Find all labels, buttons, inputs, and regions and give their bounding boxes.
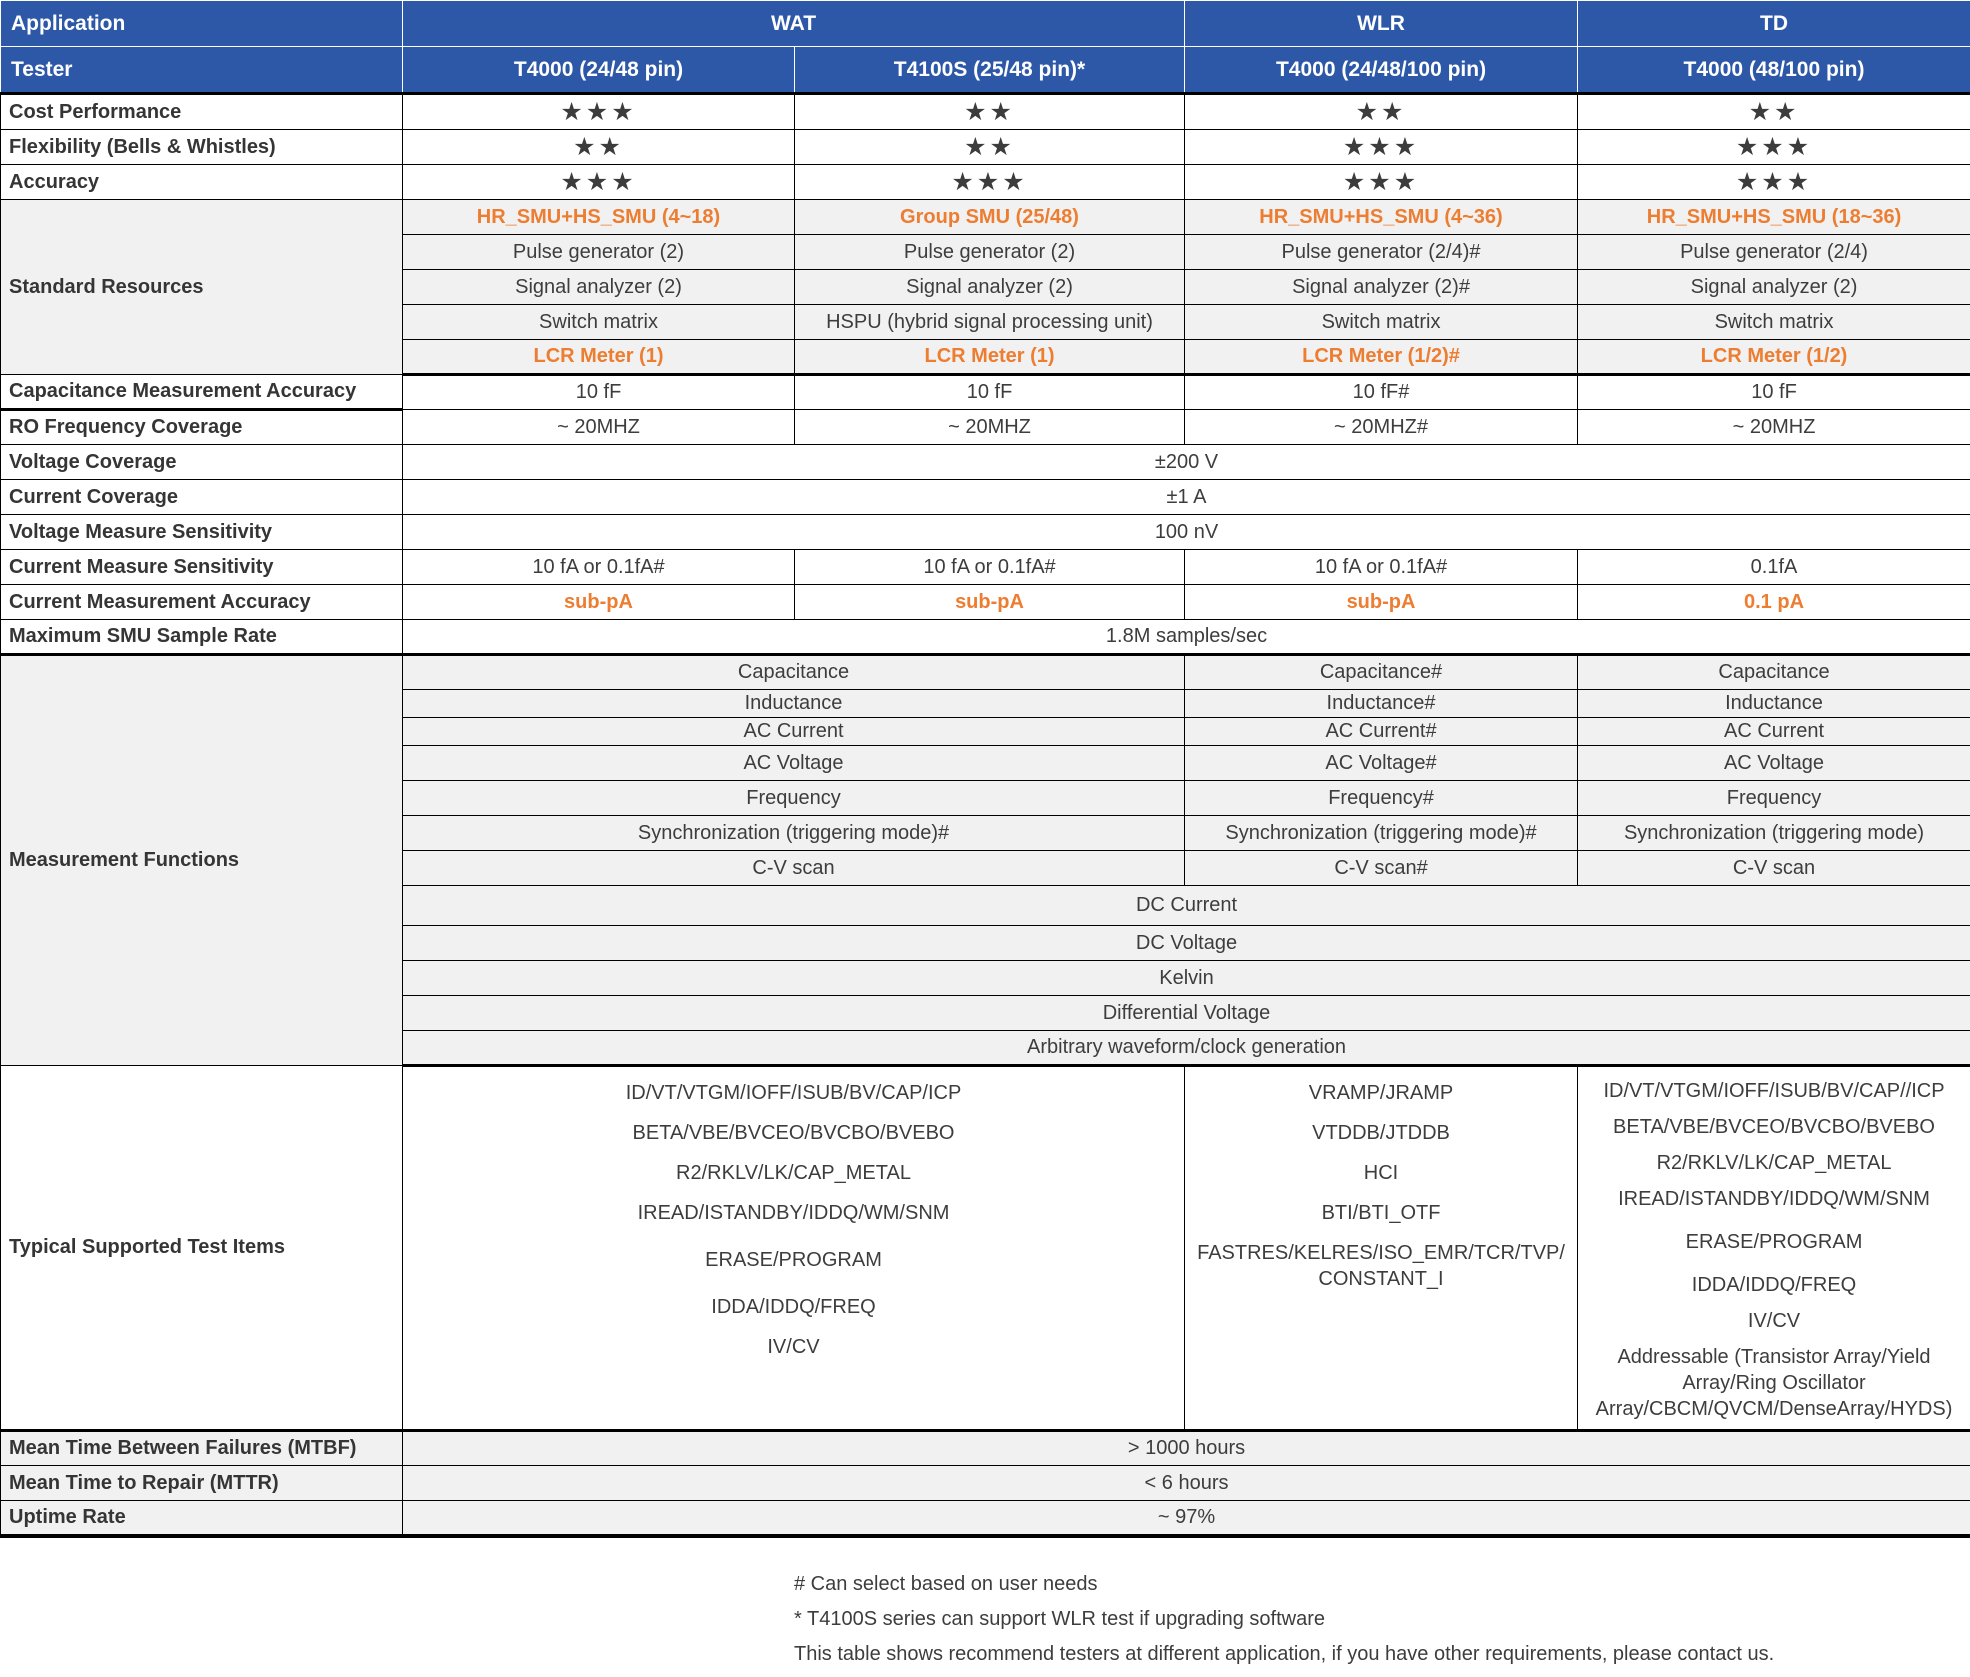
row-current-coverage [1, 480, 1970, 515]
resources-switch-c2: HSPU (hybrid signal processing unit) [795, 305, 1185, 340]
mf-sync-td: Synchronization (triggering mode) [1578, 816, 1970, 851]
resources-pulse-c2: Pulse generator (2) [795, 235, 1185, 270]
row-ro-frequency [1, 410, 1970, 445]
ro-freq-c4: ~ 20MHZ [1578, 410, 1970, 445]
resources-smu-c4: HR_SMU+HS_SMU (18~36) [1578, 200, 1970, 235]
mf-capacitance-wat: Capacitance [403, 655, 1185, 690]
test-item: BETA/VBE/BVCEO/BVCBO/BVEBO [407, 1113, 1180, 1153]
row-mtbf [1, 1431, 1970, 1466]
flex-rating-c1: ★★ [403, 130, 795, 165]
row-smu-sample-rate [1, 620, 1970, 655]
header-td: TD [1578, 1, 1970, 47]
resources-smu-c3: HR_SMU+HS_SMU (4~36) [1185, 200, 1578, 235]
ro-freq-c3: ~ 20MHZ# [1185, 410, 1578, 445]
label-current-coverage: Current Coverage [1, 480, 403, 515]
test-item: IREAD/ISTANDBY/IDDQ/WM/SNM [407, 1193, 1180, 1233]
current-sensitivity-c4: 0.1fA [1578, 550, 1970, 585]
footnote-asterisk: * T4100S series can support WLR test if upgrading software [794, 1607, 1970, 1632]
footnote-general: This table shows recommend testers at different application, if you have other requirements, please contact us. [794, 1642, 1970, 1667]
header-tester-t4000-wat: T4000 (24/48 pin) [403, 47, 795, 94]
mf-sync-wat: Synchronization (triggering mode)# [403, 816, 1185, 851]
flex-rating-c2: ★★ [795, 130, 1185, 165]
mf-cv-scan-wlr: C-V scan# [1185, 851, 1578, 886]
mf-inductance-td: Inductance [1578, 690, 1970, 718]
resources-pulse-c4: Pulse generator (2/4) [1578, 235, 1970, 270]
cost-rating-c2: ★★ [795, 94, 1185, 130]
resources-lcr-c3: LCR Meter (1/2)# [1185, 340, 1578, 375]
test-item: HCI [1189, 1153, 1573, 1193]
resources-pulse-c3: Pulse generator (2/4)# [1185, 235, 1578, 270]
resources-switch-c4: Switch matrix [1578, 305, 1970, 340]
resources-analyzer-c3: Signal analyzer (2)# [1185, 270, 1578, 305]
mf-cv-scan-wat: C-V scan [403, 851, 1185, 886]
resources-switch-c3: Switch matrix [1185, 305, 1578, 340]
cap-accuracy-c3: 10 fF# [1185, 375, 1578, 410]
label-current-sensitivity: Current Measure Sensitivity [1, 550, 403, 585]
current-accuracy-c1: sub-pA [403, 585, 795, 620]
resources-analyzer-c2: Signal analyzer (2) [795, 270, 1185, 305]
label-cap-accuracy: Capacitance Measurement Accuracy [1, 375, 403, 410]
ro-freq-c2: ~ 20MHZ [795, 410, 1185, 445]
test-item: VTDDB/JTDDB [1189, 1113, 1573, 1153]
mf-capacitance-wlr: Capacitance# [1185, 655, 1578, 690]
footnote-hash: # Can select based on user needs [794, 1572, 1970, 1597]
label-flexibility: Flexibility (Bells & Whistles) [1, 130, 403, 165]
test-item: R2/RKLV/LK/CAP_METAL [407, 1153, 1180, 1193]
cap-accuracy-c4: 10 fF [1578, 375, 1970, 410]
current-coverage-value: ±1 A [403, 480, 1970, 515]
header-wat: WAT [403, 1, 1185, 47]
row-test-items [1, 1066, 1970, 1431]
test-item: IV/CV [407, 1327, 1180, 1367]
test-item: Addressable (Transistor Array/Yield Array/Ring Oscillator Array/CBCM/QVCM/DenseArray/HYDS) [1582, 1339, 1966, 1427]
row-cap-accuracy [1, 375, 1970, 410]
label-measurement-functions: Measurement Functions [1, 655, 403, 1066]
mf-dc-current: DC Current [403, 886, 1970, 926]
test-item: ERASE/PROGRAM [407, 1233, 1180, 1280]
label-ro-frequency: RO Frequency Coverage [1, 410, 403, 445]
accuracy-rating-c4: ★★★ [1578, 165, 1970, 200]
ro-freq-c1: ~ 20MHZ [403, 410, 795, 445]
test-item: BTI/BTI_OTF [1189, 1193, 1573, 1233]
footnotes [794, 1572, 1970, 1667]
accuracy-rating-c2: ★★★ [795, 165, 1185, 200]
row-uptime [1, 1501, 1970, 1536]
cost-rating-c3: ★★ [1185, 94, 1578, 130]
label-mtbf: Mean Time Between Failures (MTBF) [1, 1431, 403, 1466]
voltage-sensitivity-value: 100 nV [403, 515, 1970, 550]
header-wlr: WLR [1185, 1, 1578, 47]
test-item: IDDA/IDDQ/FREQ [407, 1280, 1180, 1327]
mf-ac-voltage-wat: AC Voltage [403, 746, 1185, 781]
cost-rating-c4: ★★ [1578, 94, 1970, 130]
test-item: IV/CV [1582, 1303, 1966, 1339]
resources-smu-c1: HR_SMU+HS_SMU (4~18) [403, 200, 795, 235]
row-cost-performance [1, 94, 1970, 130]
voltage-coverage-value: ±200 V [403, 445, 1970, 480]
label-mttr: Mean Time to Repair (MTTR) [1, 1466, 403, 1501]
mf-frequency-td: Frequency [1578, 781, 1970, 816]
mtbf-value: > 1000 hours [403, 1431, 1970, 1466]
header-row-tester [1, 47, 1970, 94]
test-item: IDDA/IDDQ/FREQ [1582, 1260, 1966, 1303]
resources-analyzer-c4: Signal analyzer (2) [1578, 270, 1970, 305]
test-item: IREAD/ISTANDBY/IDDQ/WM/SNM [1582, 1181, 1966, 1217]
row-flexibility [1, 130, 1970, 165]
mf-sync-wlr: Synchronization (triggering mode)# [1185, 816, 1578, 851]
row-current-sensitivity [1, 550, 1970, 585]
test-item: ID/VT/VTGM/IOFF/ISUB/BV/CAP/ICP [407, 1073, 1180, 1113]
mttr-value: < 6 hours [403, 1466, 1970, 1501]
label-accuracy: Accuracy [1, 165, 403, 200]
mf-inductance-wlr: Inductance# [1185, 690, 1578, 718]
resources-lcr-c4: LCR Meter (1/2) [1578, 340, 1970, 375]
test-items-td [1578, 1066, 1970, 1431]
mf-ac-voltage-td: AC Voltage [1578, 746, 1970, 781]
mf-cv-scan-td: C-V scan [1578, 851, 1970, 886]
label-voltage-coverage: Voltage Coverage [1, 445, 403, 480]
current-accuracy-c4: 0.1 pA [1578, 585, 1970, 620]
resources-analyzer-c1: Signal analyzer (2) [403, 270, 795, 305]
resources-lcr-c1: LCR Meter (1) [403, 340, 795, 375]
label-cost-performance: Cost Performance [1, 94, 403, 130]
label-current-accuracy: Current Measurement Accuracy [1, 585, 403, 620]
cost-rating-c1: ★★★ [403, 94, 795, 130]
label-uptime: Uptime Rate [1, 1501, 403, 1536]
mf-kelvin: Kelvin [403, 961, 1970, 996]
row-resources-smu [1, 200, 1970, 235]
smu-sample-rate-value: 1.8M samples/sec [403, 620, 1970, 655]
label-standard-resources: Standard Resources [1, 200, 403, 375]
cap-accuracy-c1: 10 fF [403, 375, 795, 410]
test-item: R2/RKLV/LK/CAP_METAL [1582, 1145, 1966, 1181]
label-voltage-sensitivity: Voltage Measure Sensitivity [1, 515, 403, 550]
mf-capacitance-td: Capacitance [1578, 655, 1970, 690]
flex-rating-c4: ★★★ [1578, 130, 1970, 165]
resources-switch-c1: Switch matrix [403, 305, 795, 340]
test-items-wlr [1185, 1066, 1578, 1431]
header-application: Application [1, 1, 403, 47]
label-smu-sample-rate: Maximum SMU Sample Rate [1, 620, 403, 655]
current-sensitivity-c3: 10 fA or 0.1fA# [1185, 550, 1578, 585]
current-sensitivity-c1: 10 fA or 0.1fA# [403, 550, 795, 585]
current-sensitivity-c2: 10 fA or 0.1fA# [795, 550, 1185, 585]
mf-ac-current-wlr: AC Current# [1185, 718, 1578, 746]
accuracy-rating-c1: ★★★ [403, 165, 795, 200]
current-accuracy-c2: sub-pA [795, 585, 1185, 620]
mf-ac-current-wat: AC Current [403, 718, 1185, 746]
mf-ac-current-td: AC Current [1578, 718, 1970, 746]
current-accuracy-c3: sub-pA [1185, 585, 1578, 620]
resources-pulse-c1: Pulse generator (2) [403, 235, 795, 270]
test-items-wat [403, 1066, 1185, 1431]
mf-inductance-wat: Inductance [403, 690, 1185, 718]
mf-dc-voltage: DC Voltage [403, 926, 1970, 961]
test-item: ERASE/PROGRAM [1582, 1217, 1966, 1260]
header-tester-t4100s: T4100S (25/48 pin)* [795, 47, 1185, 94]
mf-frequency-wat: Frequency [403, 781, 1185, 816]
flex-rating-c3: ★★★ [1185, 130, 1578, 165]
header-row-application [1, 1, 1970, 47]
mf-ac-voltage-wlr: AC Voltage# [1185, 746, 1578, 781]
row-current-accuracy [1, 585, 1970, 620]
mf-arbitrary-waveform: Arbitrary waveform/clock generation [403, 1031, 1970, 1066]
header-tester-t4000-wlr: T4000 (24/48/100 pin) [1185, 47, 1578, 94]
test-item: VRAMP/JRAMP [1189, 1073, 1573, 1113]
mf-differential-voltage: Differential Voltage [403, 996, 1970, 1031]
cap-accuracy-c2: 10 fF [795, 375, 1185, 410]
test-item: BETA/VBE/BVCEO/BVCBO/BVEBO [1582, 1109, 1966, 1145]
row-accuracy [1, 165, 1970, 200]
header-tester-t4000-td: T4000 (48/100 pin) [1578, 47, 1970, 94]
accuracy-rating-c3: ★★★ [1185, 165, 1578, 200]
label-test-items: Typical Supported Test Items [1, 1066, 403, 1431]
row-mttr [1, 1466, 1970, 1501]
header-tester: Tester [1, 47, 403, 94]
resources-smu-c2: Group SMU (25/48) [795, 200, 1185, 235]
uptime-value: ~ 97% [403, 1501, 1970, 1536]
test-item: FASTRES/KELRES/ISO_EMR/TCR/TVP/CONSTANT_I [1189, 1233, 1573, 1299]
row-voltage-sensitivity [1, 515, 1970, 550]
row-mf-capacitance [1, 655, 1970, 690]
mf-frequency-wlr: Frequency# [1185, 781, 1578, 816]
resources-lcr-c2: LCR Meter (1) [795, 340, 1185, 375]
test-item: ID/VT/VTGM/IOFF/ISUB/BV/CAP//ICP [1582, 1073, 1966, 1109]
row-voltage-coverage [1, 445, 1970, 480]
